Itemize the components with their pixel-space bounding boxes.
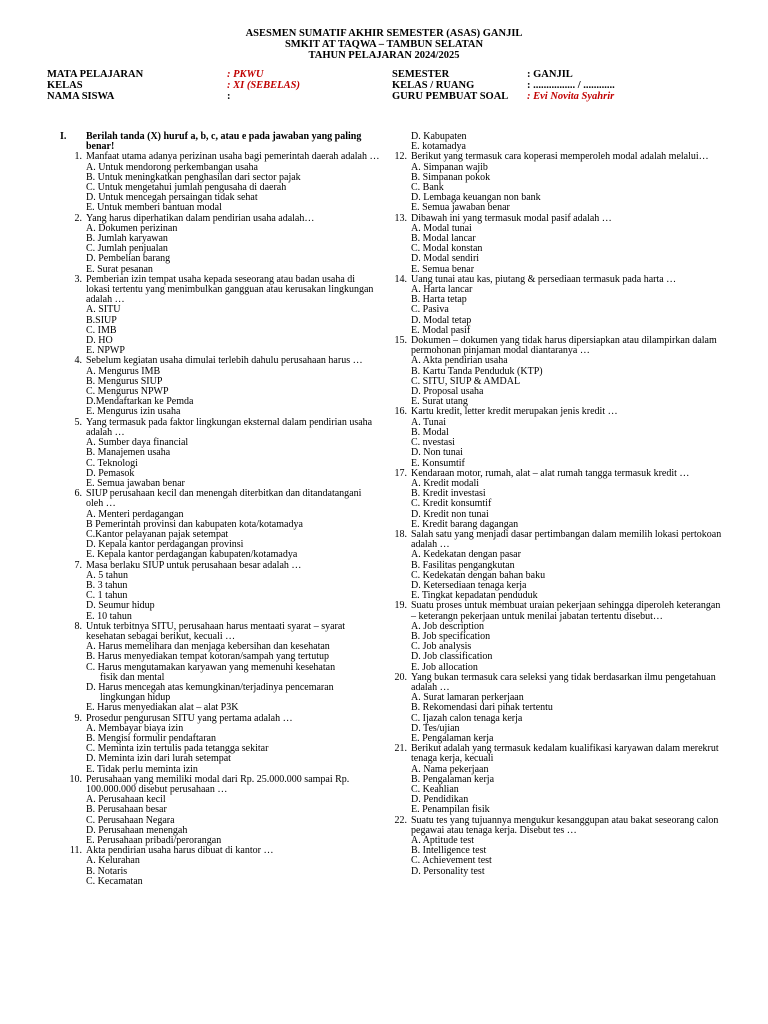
answer-option: A. Nama pekerjaan: [411, 763, 489, 775]
answer-option: E. Pengalaman kerja: [411, 732, 494, 744]
question-number: 9.: [74, 712, 82, 724]
answer-option: E. Perusahaan pribadi/perorangan: [86, 835, 222, 847]
question-text: Masa berlaku SIUP untuk perusahaan besar adalah …: [86, 559, 302, 571]
question-text: Berikut adalah yang termasuk kedalam kualifikasi karyawan dalam merekrut tenaga kerja, kecuali: [411, 743, 719, 765]
answer-option: C. Achievement test: [411, 855, 492, 867]
answer-option: A. Mengurus IMB: [86, 365, 161, 377]
question-number: 8.: [74, 620, 82, 632]
question-8: [60, 622, 380, 642]
question-number: 12.: [394, 151, 407, 163]
question-text: Kendaraan motor, rumah, alat – alat rumah tangga termasuk kredit …: [411, 467, 690, 479]
answer-option: E. Penampilan fisik: [411, 804, 490, 816]
answer-option: E. NPWP: [86, 345, 125, 357]
answer-option: D. Pemasok: [86, 467, 135, 479]
semester-label: SEMESTER: [392, 69, 450, 80]
answer-option: B.SIUP: [86, 314, 117, 326]
answer-option: C. Untuk mengetahui jumlah pengusaha di daerah: [86, 182, 287, 194]
mapel-label: MATA PELAJARAN: [47, 69, 144, 80]
answer-option: E. 10 tahun: [86, 610, 132, 622]
question-text: Manfaat utama adanya perizinan usaha bagi pemerintah daerah adalah …: [86, 151, 380, 163]
question-5: [60, 418, 380, 438]
section-heading: [60, 132, 380, 152]
answer-option: D. Kredit non tunai: [411, 508, 489, 520]
question-text: Pemberian izin tempat usaha kepada seseorang atau badan usaha di lokasi tertentu yang menimbulkan gangguan atau kerusakan lingkungan adalah …: [86, 273, 374, 306]
answer-option: C. Kecamatan: [86, 875, 143, 887]
answer-option: E. Tidak perlu meminta izin: [86, 763, 198, 775]
question-3: [60, 275, 380, 306]
question-text: Yang termasuk pada faktor lingkungan eksternal dalam pendirian usaha adalah …: [86, 416, 373, 438]
answer-option: E. Kepala kantor perdagangan kabupaten/kotamadya: [86, 549, 298, 561]
answer-option: C. Bank: [411, 182, 444, 194]
answer-option: lingkungan hidup: [100, 692, 171, 704]
answer-option: A. 5 tahun: [86, 569, 128, 581]
answer-option: E. Surat pesanan: [86, 263, 153, 275]
answer-option: B. Intelligence test: [411, 845, 487, 857]
answer-option: E. Modal pasif: [411, 324, 471, 336]
answer-option: E. Konsumtif: [411, 457, 465, 469]
question-number: 21.: [394, 743, 407, 755]
answer-option: B. Manajemen usaha: [86, 447, 171, 459]
question-number: 22.: [394, 814, 407, 826]
question-number: 1.: [74, 151, 82, 163]
question-number: 5.: [74, 416, 82, 428]
question-text: Yang bukan termasuk cara seleksi yang tidak berdasarkan ilmu pengetahuan adalah …: [411, 671, 716, 693]
answer-option: D. Modal tetap: [411, 314, 472, 326]
answer-option: D. Kepala kantor perdagangan provinsi: [86, 539, 244, 551]
answer-option: E. Semua jawaban benar: [411, 202, 510, 214]
nama-value: :: [227, 91, 231, 102]
answer-option: D. Pembelian barang: [86, 253, 171, 265]
exam-info: [47, 69, 727, 102]
answer-option: D. Perusahaan menengah: [86, 824, 188, 836]
question-text: Perusahaan yang memiliki modal dari Rp. 25.000.000 sampai Rp. 100.000.000 disebut perusahaan …: [86, 773, 350, 795]
question-text: Yang harus diperhatikan dalam pendirian usaha adalah…: [86, 212, 315, 224]
answer-option: E. Semua jawaban benar: [86, 477, 185, 489]
answer-option: E. Semua benar: [411, 263, 475, 275]
question-21: [385, 744, 725, 764]
answer-option: A. Menteri perdagangan: [86, 508, 184, 520]
answer-option: C. Job analysis: [411, 641, 472, 653]
answer-option: C. nvestasi: [411, 437, 455, 449]
answer-option: A. Kelurahan: [86, 855, 140, 867]
answer-option: B. Harus menyediakan tempat kotoran/sampah yang tertutup: [86, 651, 329, 663]
answer-option: D. Pendidikan: [411, 794, 469, 806]
answer-option: A. Kredit modali: [411, 477, 480, 489]
answer-option: B Pemerintah provinsi dan kabupaten kota/kotamadya: [86, 518, 303, 530]
answer-option: C. Teknologi: [86, 457, 138, 469]
question-number: 16.: [394, 406, 407, 418]
question-text: Berikut yang termasuk cara koperasi memperoleh modal adalah melalui…: [411, 151, 709, 163]
answer-option: E. Mengurus izin usaha: [86, 406, 181, 418]
answer-option: C. Keahlian: [411, 784, 459, 795]
answer-option: E. kotamadya: [411, 141, 466, 153]
answer-option: C. Pasiva: [411, 304, 449, 316]
answer-option: D. Tes/ujian: [411, 722, 460, 734]
answer-option: C. Kedekatan dengan bahan baku: [411, 569, 546, 581]
guru-value: : Evi Novita Syahrir: [527, 91, 615, 102]
question-22: [385, 816, 725, 836]
ruang-label: KELAS / RUANG: [392, 80, 475, 91]
section-number: I.: [60, 131, 67, 142]
answer-option: D.Mendaftarkan ke Pemda: [86, 396, 194, 408]
answer-option: C. Mengurus NPWP: [86, 386, 169, 398]
answer-option: C.Kantor pelayanan pajak setempat: [86, 528, 229, 540]
answer-option: B. Notaris: [86, 865, 128, 877]
exam-header: [0, 28, 768, 61]
answer-option: A. Harta lancar: [411, 284, 473, 296]
left-column: [60, 132, 380, 887]
question-text: Suatu tes yang tujuannya mengukur kesanggupan atau bakat seseorang calon pegawai atau tenaga kerja. Disebut tes …: [411, 814, 719, 836]
answer-option: C. SITU, SIUP & AMDAL: [411, 375, 521, 387]
question-text: Kartu kredit, letter kredit merupakan jenis kredit …: [411, 406, 618, 418]
answer-option: A. Perusahaan kecil: [86, 794, 166, 806]
question-number: 3.: [74, 273, 82, 285]
answer-option: B. Kredit investasi: [411, 488, 486, 500]
answer-option: E. Tingkat kepadatan penduduk: [411, 590, 538, 602]
answer-option: A. Aptitude test: [411, 835, 475, 847]
answer-option: A. Simpanan wajib: [411, 161, 488, 173]
answer-option: D. Lembaga keuangan non bank: [411, 192, 541, 204]
question-number: 4.: [74, 355, 82, 367]
answer-option: B. Jumlah karyawan: [86, 233, 168, 245]
question-text: Suatu proses untuk membuat uraian pekerjaan sehingga diperoleh keterangan – keterangn pekerjaan untuk menilai jabatan tertentu disebut…: [411, 600, 721, 622]
answer-option: A. Modal tunai: [411, 222, 472, 234]
answer-option: D. Untuk mencegah persaingan tidak sehat: [86, 192, 258, 204]
semester-value: : GANJIL: [527, 69, 573, 80]
question-text: Dokumen – dokumen yang tidak harus dipersiapkan atau dilampirkan dalam permohonan pinjaman modal diantaranya …: [411, 335, 717, 357]
question-number: 14.: [394, 273, 407, 285]
answer-option: B. 3 tahun: [86, 579, 128, 591]
question-number: 10.: [69, 773, 82, 785]
answer-option: B. Kartu Tanda Penduduk (KTP): [411, 365, 543, 377]
kelas-value: : XI (SEBELAS): [227, 80, 300, 91]
answer-option: D. HO: [86, 335, 113, 347]
answer-option: E. Job allocation: [411, 661, 478, 673]
answer-option: B. Fasilitas pengangkutan: [411, 559, 515, 571]
answer-option: B. Modal: [411, 426, 449, 438]
question-text: Salah satu yang menjadi dasar pertimbangan dalam memilih lokasi pertokoan adalah …: [411, 528, 722, 551]
answer-option: C. Ijazah calon tenaga kerja: [411, 712, 523, 724]
answer-option: B. Rekomendasi dari pihak tertentu: [411, 702, 553, 714]
answer-option: B. Mengurus SIUP: [86, 375, 163, 387]
mapel-value: : PKWU: [227, 69, 264, 80]
question-number: 15.: [394, 335, 407, 347]
answer-option: B. Pengalaman kerja: [411, 773, 495, 785]
answer-option: B. Modal lancar: [411, 233, 476, 245]
kelas-label: KELAS: [47, 80, 83, 91]
nama-label: NAMA SISWA: [47, 91, 115, 102]
answer-option: fisik dan mental: [100, 671, 165, 683]
answer-option: B. Mengisi formulir pendaftaran: [86, 732, 216, 744]
answer-option: A. Harus memelihara dan menjaga kebersihan dan kesehatan: [86, 641, 330, 653]
question-number: 20.: [394, 671, 407, 683]
answer-option: B. Perusahaan besar: [86, 804, 167, 816]
answer-option: A. Dokumen perizinan: [86, 222, 178, 234]
answer-option: D. Non tunai: [411, 447, 463, 459]
answer-option: D. Personality test: [411, 865, 485, 877]
answer-option: A. Akta pendirian usaha: [411, 355, 508, 367]
answer-option: E. Harus menyediakan alat – alat P3K: [86, 702, 239, 714]
header-school: SMKIT AT TAQWA – TAMBUN SELATAN: [284, 39, 484, 50]
question-number: 7.: [74, 559, 82, 571]
answer-option: B. Untuk meningkatkan penghasilan dari sector pajak: [86, 171, 301, 183]
question-text: SIUP perusahaan kecil dan menengah diterbitkan dan ditandatangani oleh …: [86, 488, 362, 510]
answer-option: D. Meminta izin dari lurah setempat: [86, 753, 231, 765]
guru-label: GURU PEMBUAT SOAL: [392, 91, 509, 102]
question-number: 18.: [394, 528, 407, 540]
answer-option: C. Kredit konsumtif: [411, 498, 492, 510]
answer-option: B. Harta tetap: [411, 294, 467, 306]
answer-option: E. Kredit barang dagangan: [411, 518, 519, 530]
question-number: 17.: [394, 467, 407, 479]
answer-option: A. Tunai: [411, 416, 447, 428]
question-6: [60, 489, 380, 509]
answer-option: A. Kedekatan dengan pasar: [411, 549, 521, 561]
answer-option: C. Modal konstan: [411, 243, 483, 255]
ruang-value: : ................ / ............: [527, 80, 615, 91]
answer-option: B. Simpanan pokok: [411, 171, 491, 183]
answer-option: A. Surat lamaran perkerjaan: [411, 692, 524, 704]
answer-option: D. Harus mencegah atas kemungkinan/terjadinya pencemaran: [86, 681, 334, 693]
question-text: Sebelum kegiatan usaha dimulai terlebih dahulu perusahaan harus …: [86, 355, 363, 367]
question-text: Prosedur pengurusan SITU yang pertama adalah …: [86, 712, 293, 724]
answer-option: B. Job specification: [411, 630, 491, 642]
section-instruction: Berilah tanda (X) huruf a, b, c, atau e pada jawaban yang paling benar!: [86, 131, 362, 153]
answer-option: D. Proposal usaha: [411, 386, 484, 398]
header-year: TAHUN PELAJARAN 2024/2025: [308, 50, 460, 61]
answer-option: A. Untuk mendorong perkembangan usaha: [86, 161, 258, 173]
question-19: [385, 601, 725, 621]
answer-option: E. Surat utang: [411, 396, 468, 408]
answer-option: A. SITU: [86, 304, 121, 316]
question-number: 19.: [394, 600, 407, 612]
question-text: Akta pendirian usaha harus dibuat di kantor …: [86, 845, 274, 857]
question-number: 11.: [69, 845, 82, 857]
question-10: [60, 775, 380, 795]
right-column: [385, 132, 725, 877]
answer-option: C. Meminta izin tertulis pada tetangga sekitar: [86, 743, 269, 755]
answer-option: D. Job classification: [411, 651, 493, 663]
answer-option: D. Modal sendiri: [411, 253, 480, 265]
answer-option: C. Perusahaan Negara: [86, 814, 175, 826]
answer-option: E. Untuk memberi bantuan modal: [86, 202, 222, 214]
answer-option: C. IMB: [86, 324, 117, 336]
question-15: [385, 336, 725, 356]
answer-option: A. Job description: [411, 620, 485, 632]
answer-option: D. Kabupaten: [411, 131, 467, 142]
question-20: [385, 673, 725, 693]
question-18: [385, 530, 725, 550]
question-number: 13.: [394, 212, 407, 224]
answer-option: D. Ketersediaan tenaga kerja: [411, 579, 527, 591]
answer-option: A. Membayar biaya izin: [86, 722, 184, 734]
answer-option: C. 1 tahun: [86, 590, 128, 602]
header-title: ASESMEN SUMATIF AKHIR SEMESTER (ASAS) GANJIL: [245, 28, 523, 39]
question-number: 2.: [74, 212, 82, 224]
answer-option: C. Harus mengutamakan karyawan yang memenuhi kesehatan: [86, 661, 336, 673]
answer-option: D. Seumur hidup: [86, 600, 155, 612]
answer-option: A. Sumber daya financial: [86, 437, 189, 449]
question-text: Untuk terbitnya SITU, perusahaan harus mentaati syarat – syarat kesehatan sebagai berikut, kecuali …: [86, 620, 346, 642]
answer-option: C. Jumlah penjualan: [86, 243, 168, 255]
question-text: Dibawah ini yang termasuk modal pasif adalah …: [411, 212, 612, 224]
question-text: Uang tunai atau kas, piutang & persediaan termasuk pada harta …: [411, 273, 677, 285]
question-number: 6.: [74, 488, 82, 500]
